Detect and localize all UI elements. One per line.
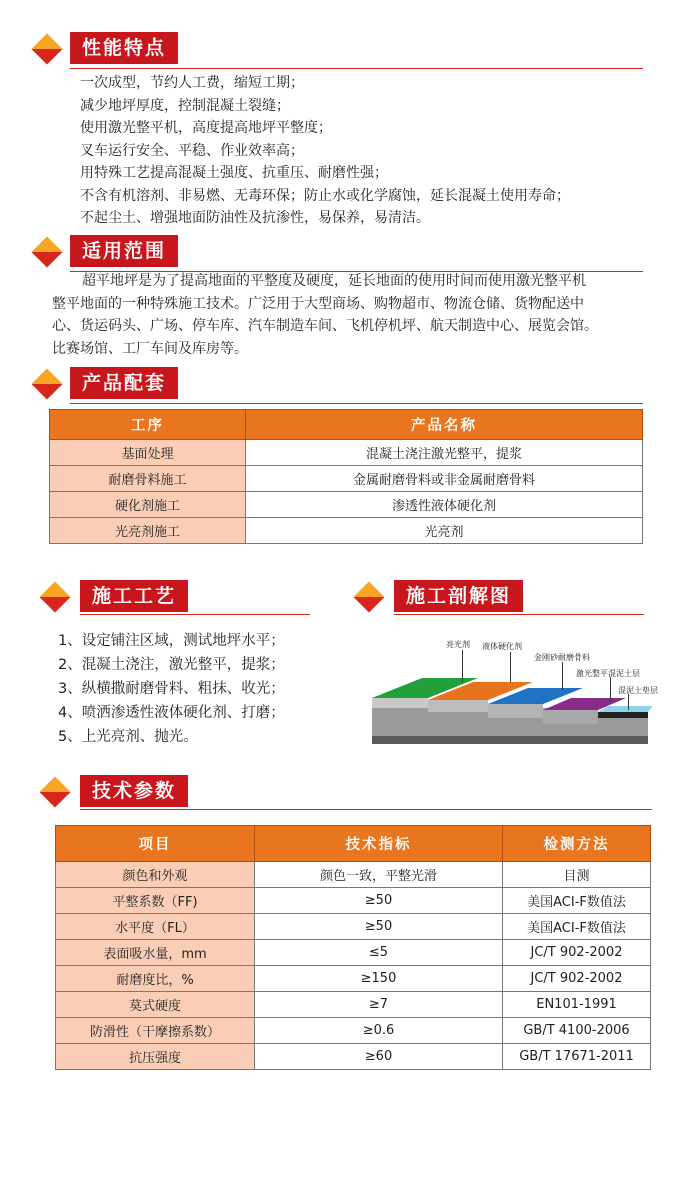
list-item: 不含有机溶剂、非易燃、无毒环保；防止水或化学腐蚀，延长混凝土使用寿命； [80, 187, 570, 204]
table-row [56, 914, 651, 940]
table-cell: 光亮剂 [246, 518, 643, 544]
table-cell: 防滑性（干摩擦系数） [56, 1018, 255, 1044]
diamond-icon [36, 38, 58, 60]
table-row [56, 1044, 651, 1070]
section-title-diagram: 施工剖解图 [394, 580, 523, 612]
list-item: 3、纵横撒耐磨骨料、粗抹、收光； [58, 681, 285, 697]
leader-line [628, 694, 629, 710]
params-table [55, 825, 651, 1070]
label-laser: 激光整平混泥土层 [576, 669, 640, 678]
table-cell: 颜色一致，平整光滑 [255, 862, 503, 888]
scope-paragraph [52, 270, 598, 360]
table-cell: 耐磨骨料施工 [50, 466, 246, 492]
table-row [56, 862, 651, 888]
table-cell: ≥60 [255, 1044, 503, 1070]
list-item: 不起尘土、增强地面防油性及抗渗性，易保养，易清洁。 [80, 210, 430, 226]
base-slab-top [372, 736, 648, 744]
table-row [50, 466, 643, 492]
section-title-scope: 适用范围 [70, 235, 178, 267]
products-table [49, 409, 643, 544]
list-item: 用特殊工艺提高混凝土强度、抗重压、耐磨性强； [80, 165, 388, 181]
paragraph-line: 整平地面的一种特殊施工技术。广泛用于大型商场、购物超市、物流仓储、货物配送中 [52, 295, 584, 312]
step-grey-1 [372, 698, 428, 708]
layer-cross-section-diagram [368, 640, 658, 750]
list-item: 1、设定铺注区域，测试地坪水平； [58, 633, 285, 649]
table-cell: 颜色和外观 [56, 862, 255, 888]
label-hardener: 液体硬化剂 [482, 642, 522, 651]
list-item: 一次成型，节约人工费，缩短工期； [80, 75, 304, 91]
table-cell: ≥50 [255, 888, 503, 914]
section-underline [70, 68, 643, 69]
table-cell: 表面吸水量，mm [56, 940, 255, 966]
label-aggregate: 金刚砂耐磨骨料 [534, 653, 590, 662]
table-cell: ≥50 [255, 914, 503, 940]
section-title-process: 施工工艺 [80, 580, 188, 612]
table-cell: GB/T 4100-2006 [503, 1018, 651, 1044]
diamond-icon [358, 586, 380, 608]
table-row [50, 492, 643, 518]
list-item: 5、上光亮剂、抛光。 [58, 729, 198, 745]
table-cell: ≥150 [255, 966, 503, 992]
leader-line [462, 650, 463, 682]
step-grey-4 [543, 710, 598, 724]
table-cell: 水平度（FL） [56, 914, 255, 940]
list-item: 使用激光整平机，高度提高地坪平整度； [80, 120, 332, 136]
table-cell: 耐磨度比，% [56, 966, 255, 992]
section-title-products: 产品配套 [70, 367, 178, 399]
layer-base [598, 706, 653, 712]
label-gloss: 亮光剂 [446, 640, 470, 649]
table-row [56, 888, 651, 914]
table-cell: EN101-1991 [503, 992, 651, 1018]
list-item: 减少地坪厚度，控制混凝土裂缝； [80, 97, 290, 114]
list-item: 叉车运行安全、平稳、作业效率高； [80, 142, 304, 159]
performance-list [80, 72, 570, 230]
list-item: 2、混凝土浇注，激光整平，提浆； [58, 657, 285, 673]
table-cell: 光亮剂施工 [50, 518, 246, 544]
leader-line [510, 652, 511, 682]
table-cell: ≤5 [255, 940, 503, 966]
section-underline [80, 809, 652, 810]
section-underline [394, 614, 644, 615]
table-row [50, 518, 643, 544]
table-cell: ≥7 [255, 992, 503, 1018]
table-header: 技术指标 [255, 826, 503, 862]
table-cell: 金属耐磨骨料或非金属耐磨骨料 [246, 466, 643, 492]
table-cell: 抗压强度 [56, 1044, 255, 1070]
table-cell: 美国ACI-F数值法 [503, 888, 651, 914]
leader-line [562, 662, 563, 690]
diamond-icon [36, 373, 58, 395]
label-base: 混泥土垫层 [618, 686, 658, 695]
step-grey-2 [428, 700, 488, 712]
section-title-params: 技术参数 [80, 775, 188, 807]
table-cell: GB/T 17671-2011 [503, 1044, 651, 1070]
diamond-icon [44, 586, 66, 608]
leader-line [610, 677, 611, 701]
table-cell: 基面处理 [50, 440, 246, 466]
table-row [56, 940, 651, 966]
diamond-icon [36, 241, 58, 263]
table-cell: 平整系数（FF) [56, 888, 255, 914]
table-header: 产品名称 [246, 410, 643, 440]
table-cell: 渗透性液体硬化剂 [246, 492, 643, 518]
table-row [56, 1018, 651, 1044]
table-cell: 硬化剂施工 [50, 492, 246, 518]
table-header: 检测方法 [503, 826, 651, 862]
table-cell: 莫式硬度 [56, 992, 255, 1018]
table-row [56, 992, 651, 1018]
table-cell: ≥0.6 [255, 1018, 503, 1044]
section-underline [70, 403, 643, 404]
section-underline [80, 614, 310, 615]
list-item: 4、喷洒渗透性液体硬化剂、打磨； [58, 705, 285, 721]
process-list [58, 629, 285, 749]
table-row [50, 440, 643, 466]
section-title-performance: 性能特点 [70, 32, 178, 64]
paragraph-line: 比赛场馆、工厂车间及库房等。 [52, 340, 248, 357]
table-cell: 目测 [503, 862, 651, 888]
table-cell: 混凝土浇注激光整平，提浆 [246, 440, 643, 466]
table-header-row [56, 826, 651, 862]
table-cell: JC/T 902-2002 [503, 966, 651, 992]
table-cell: 美国ACI-F数值法 [503, 914, 651, 940]
table-header-row [50, 410, 643, 440]
table-row [56, 966, 651, 992]
diamond-icon [44, 781, 66, 803]
step-grey-3 [488, 704, 543, 718]
table-header: 工序 [50, 410, 246, 440]
paragraph-line: 超平地坪是为了提高地面的平整度及硬度，延长地面的使用时间而使用激光整平机 [82, 273, 586, 289]
table-cell: JC/T 902-2002 [503, 940, 651, 966]
table-header: 项目 [56, 826, 255, 862]
paragraph-line: 心、货运码头、广场、停车库、汽车制造车间、飞机停机坪、航天制造中心、展览会馆。 [52, 318, 598, 334]
layer-base-side [598, 712, 648, 718]
